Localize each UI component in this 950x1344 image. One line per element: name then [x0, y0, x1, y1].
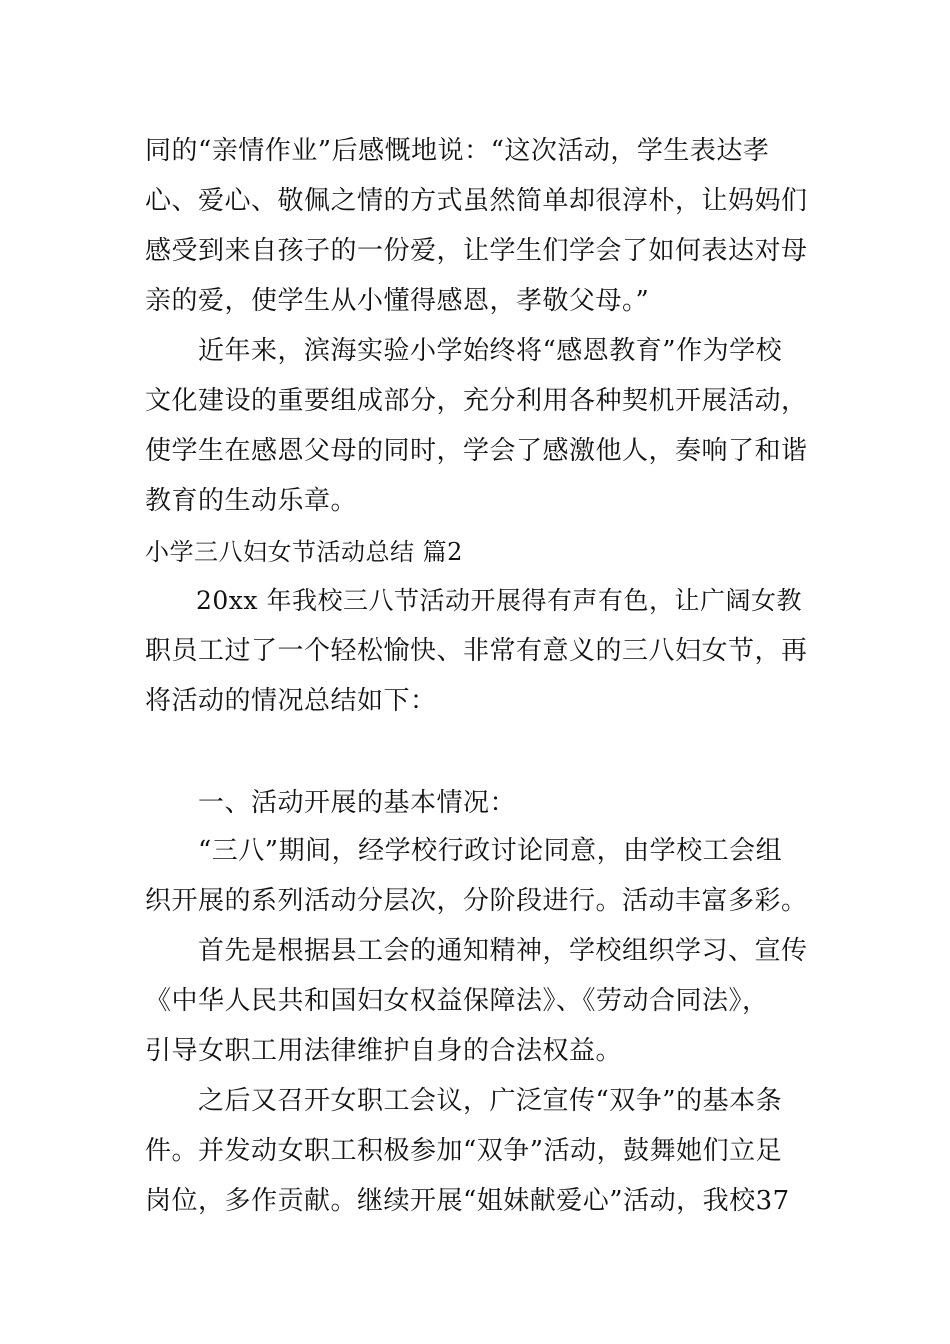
paragraph-2-line-1: 近年来，滨海实验小学始终将“感恩教育”作为学校 — [145, 336, 783, 366]
paragraph-1-line-3: 感受到来自孩子的一份爱，让学生们学会了如何表达对母 — [145, 236, 808, 266]
paragraph-4-line-1: “三八”期间，经学校行政讨论同意，由学校工会组 — [145, 836, 783, 866]
paragraph-5-line-3: 引导女职工用法律维护自身的合法权益。 — [145, 1036, 623, 1066]
paragraph-4-line-2: 织开展的系列活动分层次，分阶段进行。活动丰富多彩。 — [145, 886, 808, 916]
paragraph-6-line-2: 件。并发动女职工积极参加“双争”活动，鼓舞她们立足 — [145, 1136, 783, 1166]
paragraph-1-line-4: 亲的爱，使学生从小懂得感恩，孝敬父母。” — [145, 286, 650, 316]
section-heading: 小学三八妇女节活动总结 篇2 — [145, 538, 463, 566]
paragraph-2-line-4: 教育的生动乐章。 — [145, 486, 358, 516]
paragraph-2-line-2: 文化建设的重要组成部分，充分利用各种契机开展活动， — [145, 386, 808, 416]
subheading-basic-situation: 一、活动开展的基本情况： — [145, 788, 517, 818]
paragraph-3-line-2: 职员工过了一个轻松愉快、非常有意义的三八妇女节，再 — [145, 636, 808, 666]
paragraph-6-line-3: 岗位，多作贡献。继续开展“姐妹献爱心”活动，我校37 — [145, 1186, 790, 1216]
paragraph-1-line-2: 心、爱心、敬佩之情的方式虽然简单却很淳朴，让妈妈们 — [145, 186, 808, 216]
paragraph-5-line-1: 首先是根据县工会的通知精神，学校组织学习、宣传 — [145, 936, 808, 966]
paragraph-2-line-3: 使学生在感恩父母的同时，学会了感激他人，奏响了和谐 — [145, 436, 808, 466]
paragraph-3-line-1: 20xx 年我校三八节活动开展得有声有色，让广阔女教 — [145, 586, 802, 615]
paragraph-1-line-1: 同的“亲情作业”后感慨地说：“这次活动，学生表达孝 — [145, 136, 770, 166]
paragraph-6-line-1: 之后又召开女职工会议，广泛宣传“双争”的基本条 — [145, 1086, 783, 1116]
paragraph-5-line-2: 《中华人民共和国妇女权益保障法》、《劳动合同法》， — [145, 986, 769, 1016]
paragraph-3-line-3: 将活动的情况总结如下： — [145, 686, 437, 716]
